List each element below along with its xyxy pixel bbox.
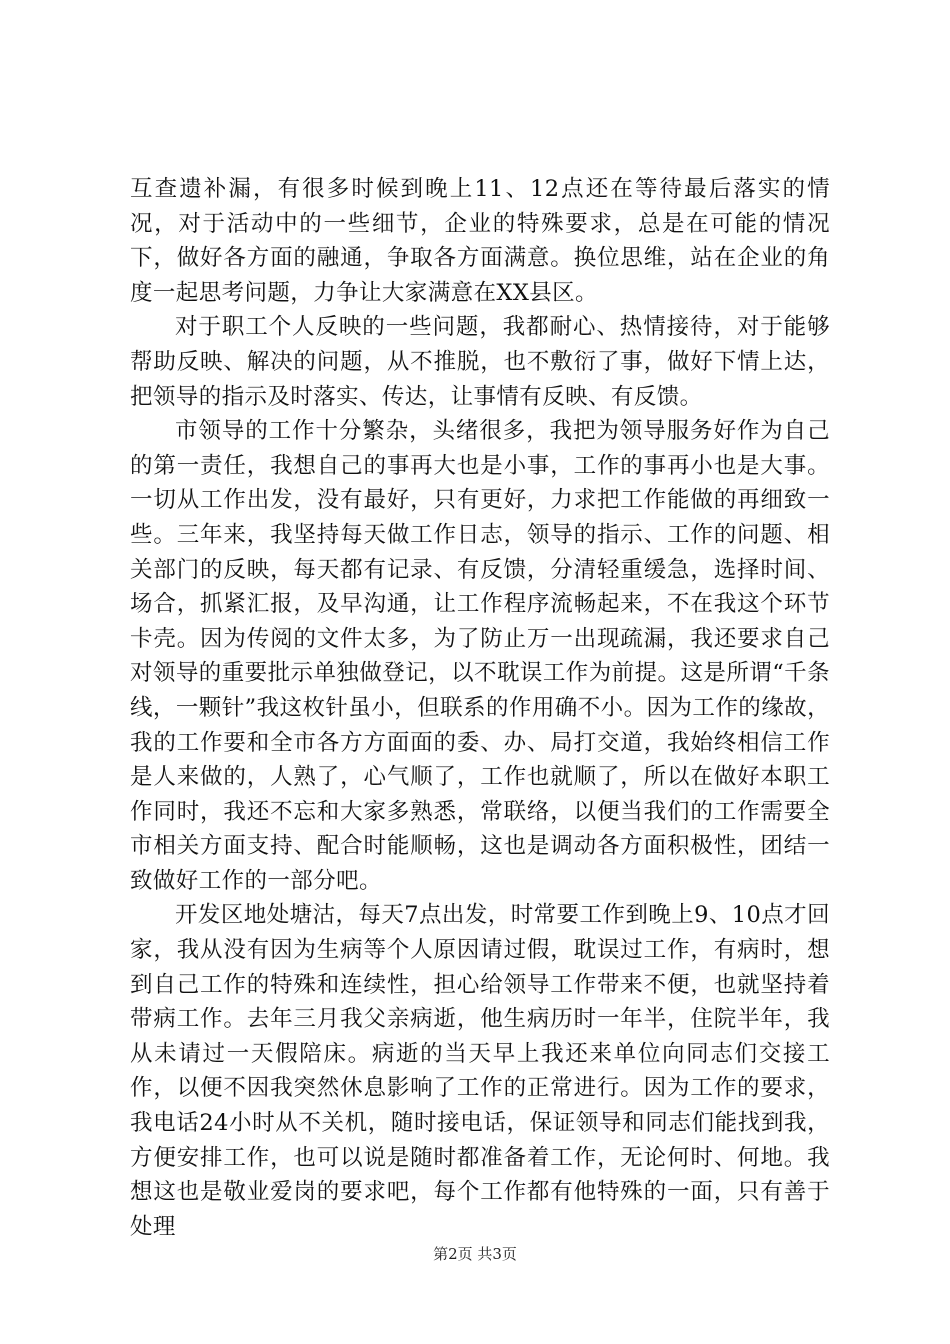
body-text (130, 172, 830, 1244)
page-number-footer: 第2页 共3页 (433, 1245, 517, 1263)
paragraph-1: 互查遗补漏，有很多时候到晚上11、12点还在等待最后落实的情况，对于活动中的一些细节，企业的特殊要求，总是在可能的情况下，做好各方面的融通，争取各方面满意。换位思维，站在企业的角度一起思考问题，力争让大家满意在XX县区。 (130, 176, 830, 306)
paragraph-4: 开发区地处塘沽，每天7点出发，时常要工作到晚上9、10点才回家，我从没有因为生病等个人原因请过假，耽误过工作，有病时，想到自己工作的特殊和连续性，担心给领导工作带来不便，也就坚持着带病工作。去年三月我父亲病逝，他生病历时一年半，住院半年，我从未请过一天假陪床。病逝的当天早上我还来单位向同志们交接工作，以便不因我突然休息影响了工作的正常进行。因为工作的要求，我电话24小时从不关机，随时接电话，保证领导和同志们能找到我，方便安排工作，也可以说是随时都准备着工作，无论何时、何地。我想这也是敬业爱岗的要求吧，每个工作都有他特殊的一面，只有善于处理 (130, 902, 830, 1240)
paragraph-2: 对于职工个人反映的一些问题，我都耐心、热情接待，对于能够帮助反映、解决的问题，从不推脱，也不敷衍了事，做好下情上达，把领导的指示及时落实、传达，让事情有反映、有反馈。 (130, 314, 830, 410)
paragraph-3: 市领导的工作十分繁杂，头绪很多，我把为领导服务好作为自己的第一责任，我想自己的事再大也是小事，工作的事再小也是大事。一切从工作出发，没有最好，只有更好，力求把工作能做的再细致一些。三年来，我坚持每天做工作日志，领导的指示、工作的问题、相关部门的反映，每天都有记录、有反馈，分清轻重缓急，选择时间、场合，抓紧汇报，及早沟通，让工作程序流畅起来，不在我这个环节卡壳。因为传阅的文件太多，为了防止万一出现疏漏，我还要求自己对领导的重要批示单独做登记，以不耽误工作为前提。这是所谓“千条线，一颗针”我这枚针虽小，但联系的作用确不小。因为工作的缘故，我的工作要和全市各方方面面的委、办、局打交道，我始终相信工作是人来做的，人熟了，心气顺了，工作也就顺了，所以在做好本职工作同时，我还不忘和大家多熟悉，常联络，以便当我们的工作需要全市相关方面支持、配合时能顺畅，这也是调动各方面积极性，团结一致做好工作的一部分吧。 (130, 418, 830, 894)
